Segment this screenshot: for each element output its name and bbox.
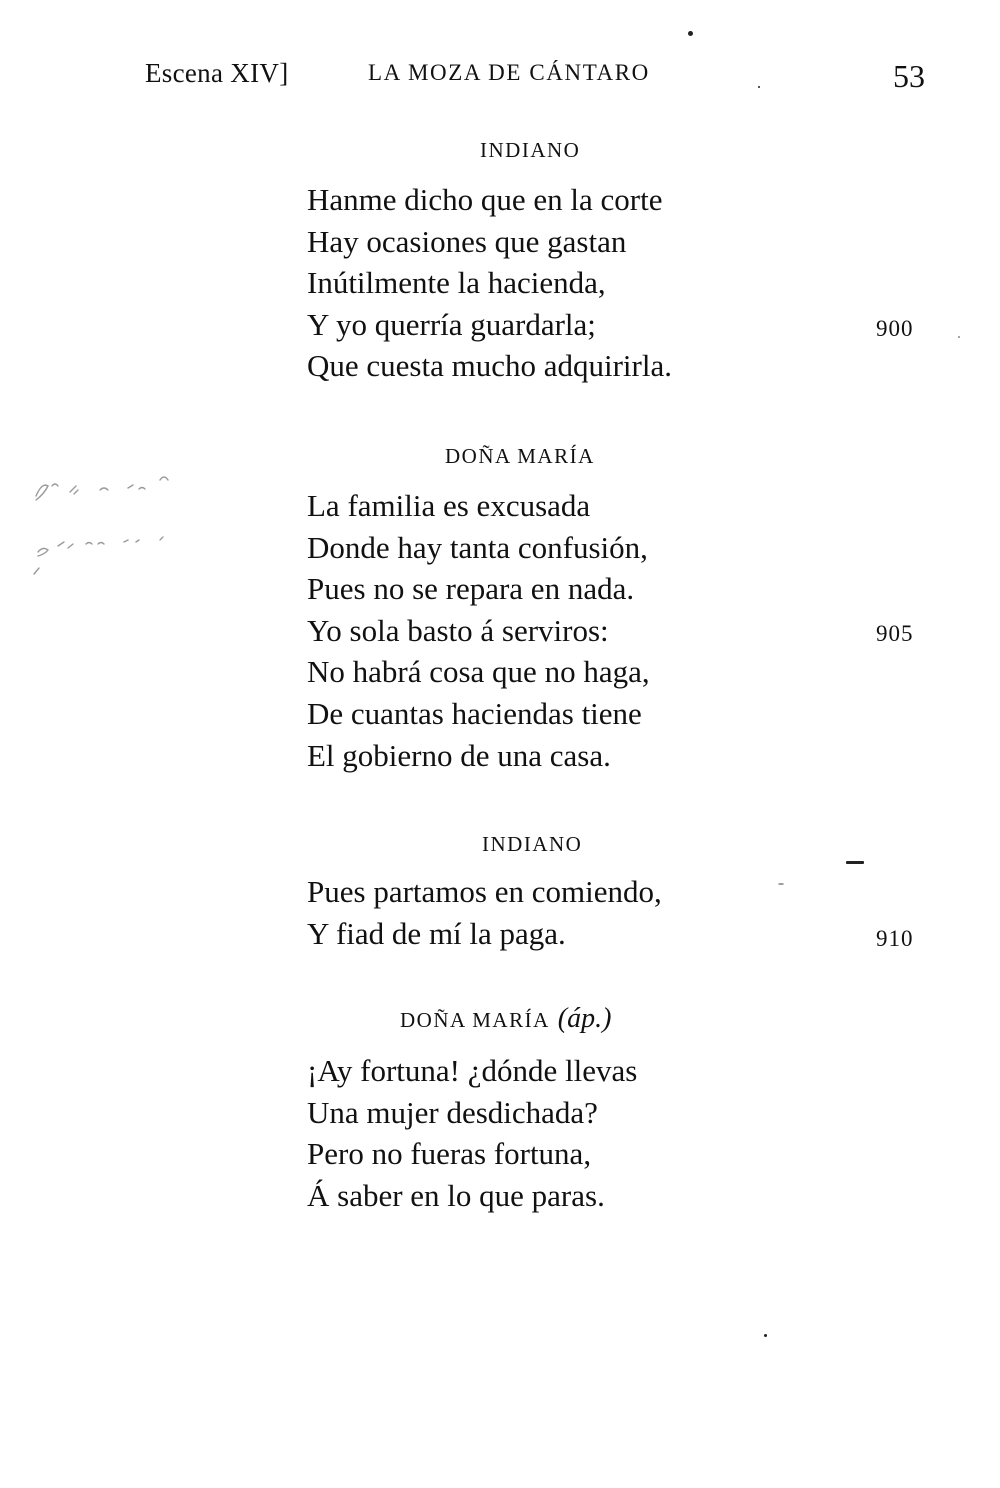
play-title-header: LA MOZA DE CÁNTARO bbox=[368, 60, 650, 85]
verse-line: No habrá cosa que no haga, bbox=[307, 654, 650, 690]
speaker-indiano-2 bbox=[482, 832, 582, 857]
verse-line: Donde hay tanta confusión, bbox=[307, 529, 648, 565]
verse-line: Y yo querría guardarla; bbox=[307, 306, 596, 342]
line-number-905: 905 bbox=[876, 621, 914, 646]
scan-speck bbox=[846, 861, 864, 864]
verse-line: ¡Ay fortuna! ¿dónde llevas bbox=[307, 1053, 638, 1088]
scan-speck bbox=[688, 31, 693, 36]
scan-speck bbox=[764, 1334, 767, 1337]
line-number-900: 900 bbox=[876, 316, 914, 341]
speaker-name: INDIANO bbox=[480, 138, 581, 162]
verse-line: Yo sola basto á serviros: bbox=[307, 612, 609, 648]
scan-speck bbox=[958, 336, 960, 338]
speaker-dona-maria-1 bbox=[445, 444, 595, 469]
speaker-dona-maria-2 bbox=[400, 1003, 611, 1035]
page-number: 53 bbox=[893, 58, 925, 94]
verse-line: El gobierno de una casa. bbox=[307, 737, 611, 773]
verse-line: Inútilmente la hacienda, bbox=[307, 265, 606, 301]
speaker-name: DOÑA MARÍA bbox=[445, 444, 595, 468]
verse-line: Una mujer desdichada? bbox=[307, 1094, 598, 1130]
verse-line: De cuantas haciendas tiene bbox=[307, 695, 642, 731]
verse-line: Y fiad de mí la paga. bbox=[307, 915, 566, 951]
verse-line: Hay ocasiones que gastan bbox=[307, 223, 627, 259]
verse-line: Hanme dicho que en la corte bbox=[307, 182, 663, 217]
stage-direction: (áp.) bbox=[557, 1003, 612, 1034]
verse-line: Pero no fueras fortuna, bbox=[307, 1136, 592, 1172]
verse-line: Pues no se repara en nada. bbox=[307, 571, 635, 607]
verse-line: La familia es excusada bbox=[307, 488, 591, 523]
line-number-910: 910 bbox=[876, 926, 914, 951]
speaker-name: DOÑA MARÍA bbox=[400, 1008, 550, 1032]
speech-block-2 bbox=[307, 485, 867, 776]
speech-block-1 bbox=[307, 179, 867, 387]
faded-handwriting-icon bbox=[28, 466, 198, 586]
verse-line: Que cuesta mucho adquirirla. bbox=[307, 348, 672, 384]
scene-header: Escena XIV] bbox=[145, 58, 289, 88]
scan-speck bbox=[778, 883, 784, 885]
verse-line: Pues partamos en comiendo, bbox=[307, 874, 662, 909]
scan-speck bbox=[758, 86, 760, 88]
speaker-indiano-1 bbox=[480, 138, 580, 163]
speaker-name: INDIANO bbox=[482, 832, 583, 856]
speech-block-4 bbox=[307, 1050, 867, 1216]
verse-line: Á saber en lo que paras. bbox=[307, 1177, 605, 1213]
